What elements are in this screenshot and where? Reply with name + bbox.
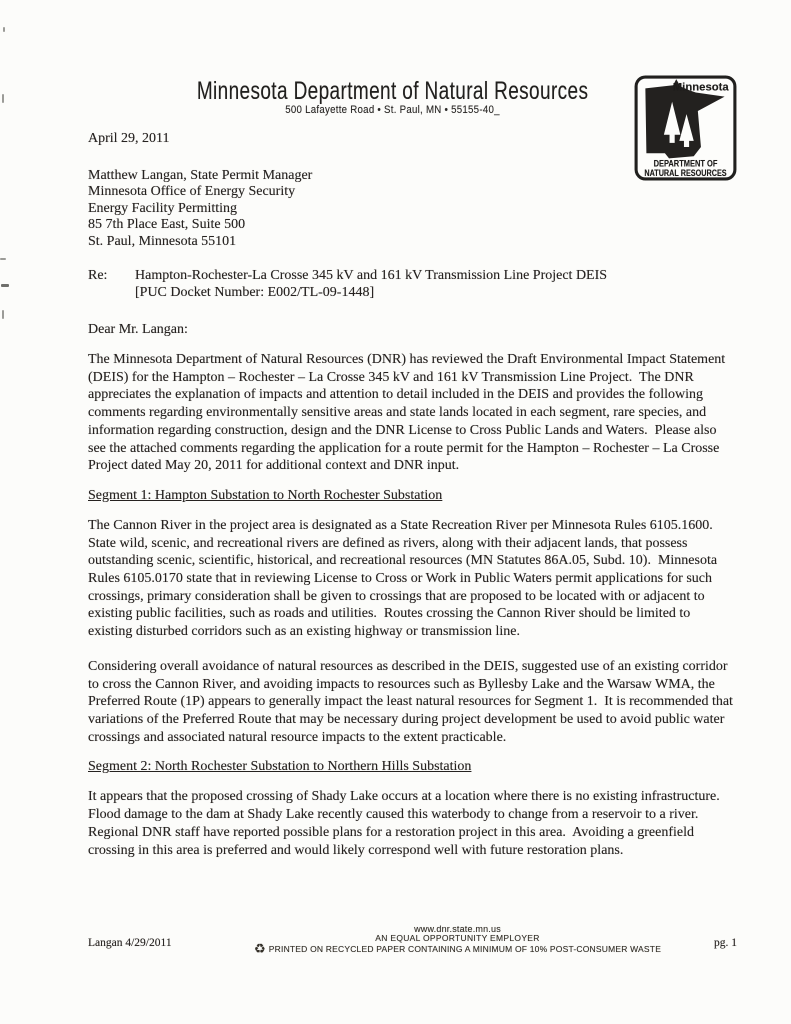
recycle-icon: ♻ — [253, 940, 266, 956]
footer-website: www.dnr.state.mn.us — [414, 924, 501, 934]
letterhead-text — [70, 78, 715, 116]
segment2-paragraph-1: It appears that the proposed crossing of Shady Lake occurs at a location where there is no existing infrastructure. Flood damage to the dam at Shady Lake recently caused this waterbody to change from a reservoir to a river. Regional DNR staff have reported possible plans for a restoration project in this area. Avoiding a greenfield crossing in this area is preferred and would likely correspond well with future restoration plans. — [88, 789, 727, 858]
recipient-line: Matthew Langan, State Permit Manager — [88, 168, 313, 183]
logo-state-label: Minnesota — [672, 81, 729, 94]
scan-artifact — [2, 94, 4, 103]
segment1-paragraph-1: The Cannon River in the project area is designated as a State Recreation River per Minnesota Rules 6105.1600. State wild, scenic, and recreational rivers are defined as rivers, along with their adjacent lands, that possess outstanding scenic, scientific, historical, and recreational resources (MN Statutes 86A.05, Subd. 10). Minnesota Rules 6105.0170 state that in reviewing License to Cross or Work in Public Waters permit applications for such crossings, primary consideration shall be given to crossings that are proposed to be located with or adjacent to existing public facilities, such as roads and utilities. Routes crossing the Cannon River should be limited to existing disturbed corridors such as an existing highway or transmission line. — [88, 517, 721, 640]
re-label: Re: — [88, 268, 108, 284]
footer-center — [238, 924, 677, 954]
re-text — [135, 267, 607, 301]
footer-eoe: AN EQUAL OPPORTUNITY EMPLOYER — [375, 933, 540, 943]
scan-artifact — [1, 284, 9, 287]
intro-paragraph: The Minnesota Department of Natural Resources (DNR) has reviewed the Draft Environmental Impact Statement (DEIS) for the Hampton – Rochester – La Crosse 345 kV and 161 kV Transmission Line Project. The DNR appreciates the explanation of impacts and attention to detail included in the DEIS and provides the following comments regarding environmentally sensitive areas and state lands located in each segment, rare species, and information regarding construction, design and the DNR License to Cross Public Lands and Waters. Please also see the attached comments regarding the application for a route permit for the Hampton – Rochester – La Crosse Project dated May 20, 2011 for additional context and DNR input. — [88, 352, 729, 474]
logo-dept-line2: NATURAL RESOURCES — [644, 167, 727, 178]
footer-recycled-line — [238, 940, 677, 956]
recipient-line: Energy Facility Permitting — [88, 200, 238, 216]
page-footer — [0, 924, 791, 954]
agency-address-line: 500 Lafayette Road • St. Paul, MN • 55155-40_ — [285, 104, 500, 116]
scan-artifact — [0, 258, 6, 260]
recipient-line: Minnesota Office of Energy Security — [88, 184, 296, 200]
re-block — [88, 267, 735, 301]
footer-recycled-text: PRINTED ON RECYCLED PAPER CONTAINING A MINIMUM OF 10% POST-CONSUMER WASTE — [268, 943, 662, 954]
mn-dnr-logo-graphic — [634, 75, 737, 181]
logo-dept-line1: DEPARTMENT OF — [653, 158, 718, 169]
segment1-heading: Segment 1: Hampton Substation to North Rochester Substation — [88, 487, 443, 503]
segment1-paragraph-2: Considering overall avoidance of natural resources as described in the DEIS, suggested use of an existing corridor to cross the Cannon River, and avoiding impacts to resources such as Byllesby Lake and the Warsaw WMA, the Preferred Route (1P) appears to generally impact the least natural resources for Segment 1. It is recommended that variations of the Preferred Route that may be necessary during project development be used to avoid public water crossings and associated natural resource impacts to the extent practicable. — [88, 658, 737, 745]
footer-page-number: pg. 1 — [714, 936, 737, 949]
agency-title: Minnesota Department of Natural Resources — [196, 77, 589, 105]
mn-dnr-logo — [634, 75, 737, 181]
re-subject: Hampton-Rochester-La Crosse 345 kV and 161 kV Transmission Line Project DEIS — [135, 268, 608, 284]
recipient-line: 85 7th Place East, Suite 500 — [88, 217, 246, 233]
footer-doc-reference: Langan 4/29/2011 — [88, 936, 172, 949]
scan-artifact — [3, 27, 5, 32]
salutation: Dear Mr. Langan: — [88, 322, 188, 338]
letter-date: April 29, 2011 — [88, 131, 170, 146]
segment2-heading: Segment 2: North Rochester Substation to Northern Hills Substation — [88, 759, 472, 775]
re-docket: [PUC Docket Number: E002/TL-09-1448] — [135, 285, 375, 301]
scan-artifact — [2, 310, 4, 319]
recipient-line: St. Paul, Minnesota 55101 — [88, 233, 237, 249]
